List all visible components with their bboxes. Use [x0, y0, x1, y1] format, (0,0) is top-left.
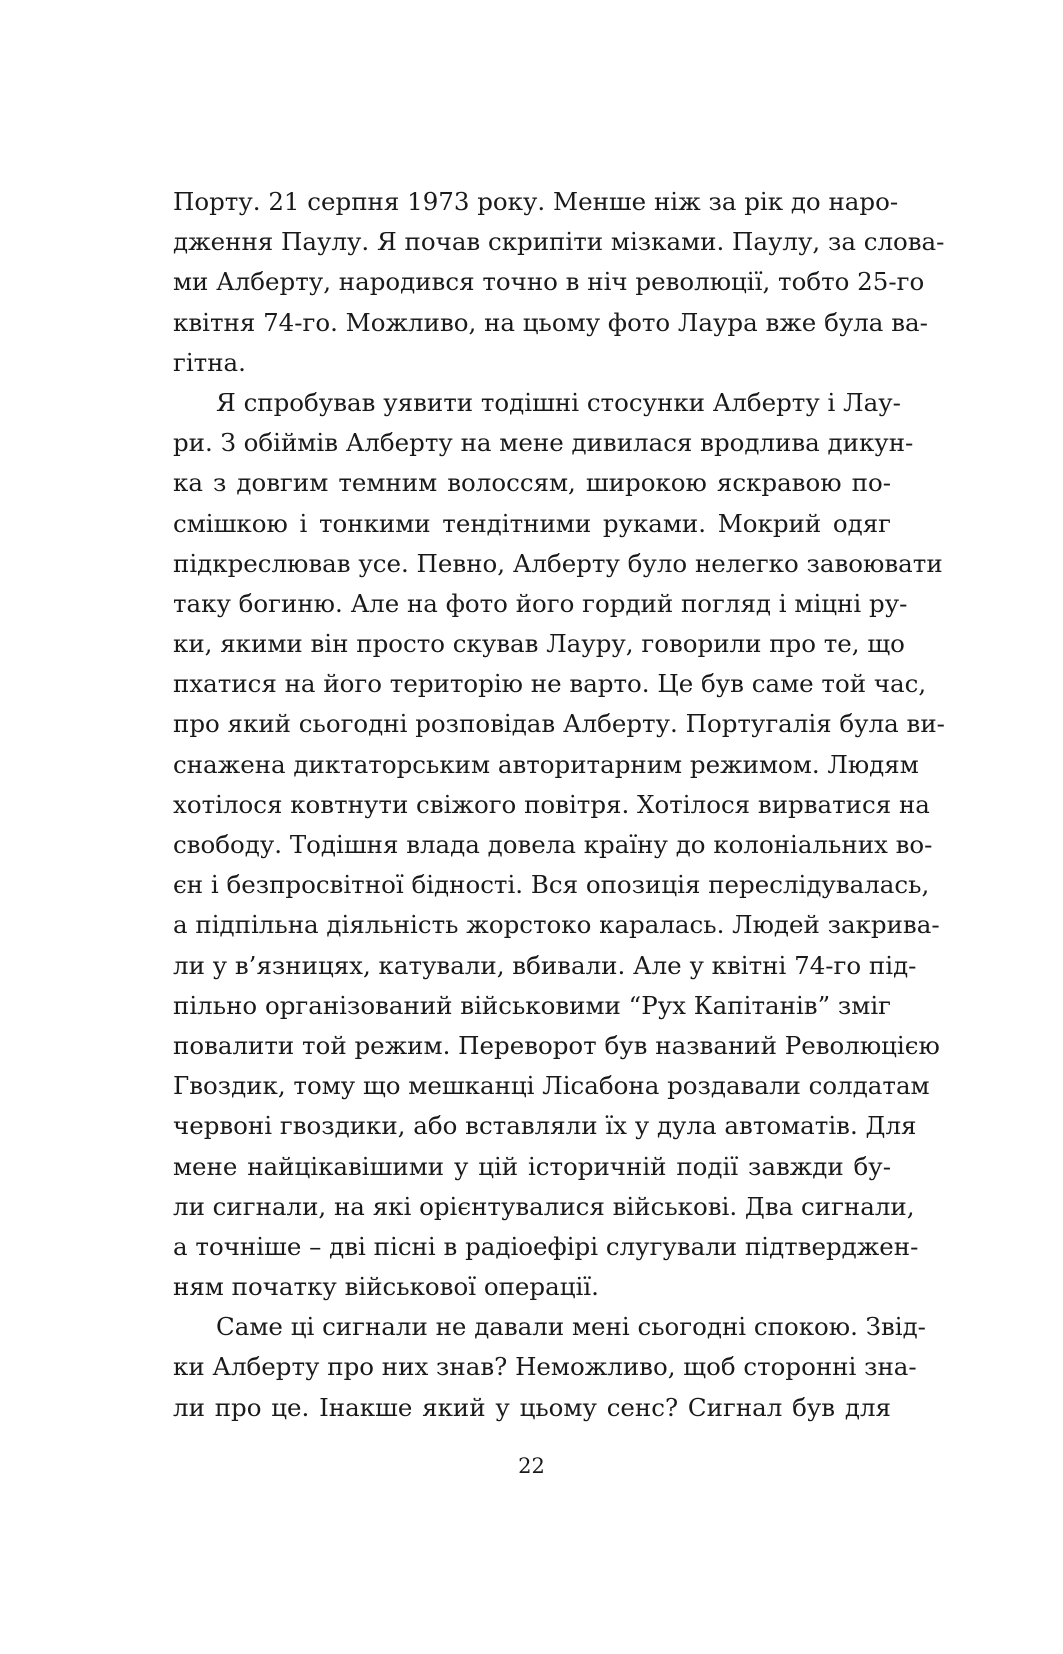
- text-line: ми Алберту, народився точно в ніч революції, тобто 25-го: [173, 267, 925, 297]
- text-line: ли про це. Інакше який у цьому сенс? Сигнал був для: [173, 1392, 891, 1422]
- text-line: пільно організований військовими “Рух Капітанів” зміг: [173, 990, 891, 1020]
- text-line: пхатися на його територію не варто. Це був саме той час,: [173, 669, 927, 699]
- text-line: ли сигнали, на які орієнтувалися військові. Два сигнали,: [173, 1191, 915, 1221]
- text-line: смішкою і тонкими тендітними руками. Мокрий одяг: [173, 508, 891, 538]
- text-line: Я спробував уявити тодішні стосунки Алберту і Лау-: [216, 387, 901, 417]
- text-line: підкреслював усе. Певно, Алберту було нелегко завоювати: [173, 548, 943, 578]
- text-line: гітна.: [173, 347, 246, 377]
- text-line: Порту. 21 серпня 1973 року. Менше ніж за рік до наро-: [173, 187, 899, 216]
- text-line: Саме ці сигнали не давали мені сьогодні спокою. Звід-: [216, 1312, 926, 1342]
- text-line: дження Паулу. Я почав скрипіти мізками. Паулу, за слова-: [173, 227, 945, 257]
- text-line: мене найцікавішими у цій історичній події завжди бу-: [173, 1151, 891, 1181]
- text-line: таку богиню. Але на фото його гордий погляд і міцні ру-: [173, 588, 908, 618]
- text-line: ли у в’язницях, катували, вбивали. Але у квітні 74-го під-: [173, 950, 917, 980]
- text-line: а точніше – дві пісні в радіоефірі слугували підтверджен-: [173, 1231, 919, 1261]
- text-line: про який сьогодні розповідав Алберту. Португалія була ви-: [173, 709, 945, 739]
- text-line: ки Алберту про них знав? Неможливо, щоб сторонні зна-: [173, 1352, 917, 1382]
- text-line: єн і безпросвітної бідності. Вся опозиція переслідувалась,: [173, 870, 930, 900]
- text-line: ри. З обіймів Алберту на мене дивилася вродлива дикун-: [173, 428, 914, 458]
- text-line: свободу. Тодішня влада довела країну до колоніальних во-: [173, 830, 933, 859]
- text-line: ка з довгим темним волоссям, широкою яскравою по-: [173, 468, 891, 498]
- text-line: червоні гвоздики, або вставляли їх у дула автоматів. Для: [173, 1111, 917, 1141]
- text-line: ки, якими він просто скував Лауру, говорили про те, що: [173, 629, 905, 659]
- body-text: [173, 182, 945, 1428]
- page-number: 22: [518, 1454, 545, 1478]
- text-line: повалити той режим. Переворот був названий Революцією: [173, 1030, 940, 1060]
- text-line: снажена диктаторським авторитарним режимом. Людям: [173, 749, 919, 779]
- text-line: Гвоздик, тому що мешканці Лісабона роздавали солдатам: [173, 1071, 930, 1101]
- text-line: ням початку військової операції.: [173, 1272, 599, 1302]
- text-line: а підпільна діяльність жорстоко каралась. Людей закрива-: [173, 910, 940, 940]
- text-line: квітня 74-го. Можливо, на цьому фото Лаура вже була ва-: [173, 307, 928, 337]
- text-line: хотілося ковтнути свіжого повітря. Хотілося вирватися на: [173, 789, 930, 819]
